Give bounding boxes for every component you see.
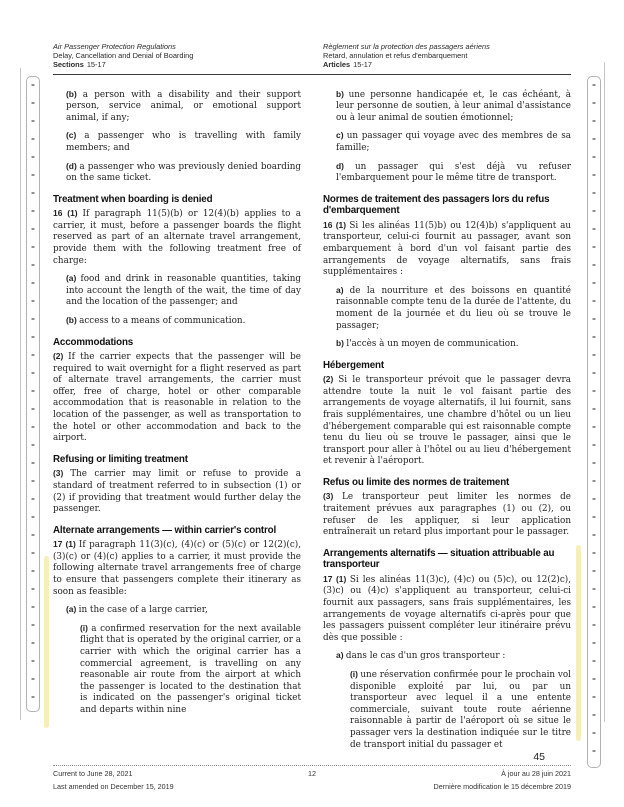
provision-label: (i) bbox=[80, 622, 92, 633]
regulation-subtitle-fr: Retard, annulation et refus d'embarquement bbox=[323, 51, 468, 61]
provision-paragraph: (b) access to a means of communication. bbox=[66, 315, 246, 327]
right-edge-line bbox=[604, 62, 605, 722]
provision-label: (b) bbox=[66, 315, 80, 326]
sections-range-fr: 15-17 bbox=[353, 60, 373, 70]
provision-label: 16 (1) bbox=[53, 208, 83, 219]
left-binding-ruler bbox=[26, 76, 40, 712]
regulation-title-en: Air Passenger Protection Regulations bbox=[53, 42, 176, 51]
provision-label: c) bbox=[336, 130, 347, 141]
regulation-title-fr: Règlement sur la protection des passagers aériens bbox=[323, 42, 490, 51]
sections-line-fr bbox=[323, 60, 571, 69]
last-amended-en: Last amended on December 15, 2019 bbox=[53, 782, 174, 791]
section-heading: Normes de traitement des passagers lors du refus d'embarquement bbox=[323, 193, 550, 217]
provision-label: (c) bbox=[66, 130, 85, 141]
section-heading: Treatment when boarding is denied bbox=[53, 193, 213, 205]
provision-label: b) bbox=[336, 338, 347, 349]
provision-label: (a) bbox=[66, 604, 79, 615]
sections-label-fr: Articles bbox=[323, 60, 351, 70]
running-header bbox=[53, 42, 571, 75]
sections-range-en: 15-17 bbox=[86, 60, 106, 70]
column-french bbox=[323, 89, 571, 758]
provision-label: (2) bbox=[323, 374, 339, 385]
regulation-subtitle-en: Delay, Cancellation and Denial of Boarding bbox=[53, 51, 194, 61]
sections-line-en bbox=[53, 60, 301, 69]
provision-paragraph: (i) une réservation confirmée pour le prochain vol disponible exploité par lui, ou par un transporteur avec lequel il a une entente commerciale, suivant toute route aérienne raisonnable à partir de l'aéroport où se situe le passager vers la destination indiquée sur le titre de transport initial du passager et bbox=[350, 668, 571, 750]
provision-label: 16 (1) bbox=[323, 219, 350, 230]
provision-label: d) bbox=[336, 160, 355, 171]
provision-paragraph: 17 (1) If paragraph 11(3)(c), (4)(c) or (5)(c) or 12(2)(c), (3)(c) or (4)(c) applies to a carrier, it must provide the following alternate travel arrangements free of charge to ensure that passengers complete their itinerary as soon as feasible: bbox=[53, 539, 301, 597]
current-to-en: Current to June 28, 2021 bbox=[53, 769, 133, 778]
provision-label: 17 (1) bbox=[53, 539, 79, 550]
provision-label: 17 (1) bbox=[323, 573, 350, 584]
provision-label: (3) bbox=[53, 468, 71, 479]
provision-paragraph: a) dans le cas d'un gros transporteur : bbox=[336, 650, 506, 662]
section-heading: Hébergement bbox=[323, 359, 384, 371]
section-heading: Accommodations bbox=[53, 336, 134, 348]
page-number-center: 12 bbox=[308, 769, 316, 778]
provision-label: b) bbox=[336, 88, 349, 99]
provision-paragraph: (d) a passenger who was previously denied boarding on the same ticket. bbox=[66, 160, 301, 184]
provision-paragraph: (2) If the carrier expects that the passenger will be required to wait overnight for a flight reserved as part of alternate travel arrangements, the carrier must offer, free of charge, hotel or other comparable accommodation that is reasonable in relation to the location of the passenger, as well as transportation to the hotel or other accommodation and back to the airport. bbox=[53, 351, 302, 444]
provision-paragraph: 17 (1) Si les alinéas 11(3)c), (4)c) ou (5)c), ou 12(2)c), (3)c) ou (4)c) s'appliquent au transporteur, celui-ci fournit aux passagers, sans frais supplémentaires, les arrangements de voyage alternatifs ci-après pour que les passagers puissent compléter leur itinéraire prévu dès que possible : bbox=[323, 573, 571, 643]
provision-label: a) bbox=[336, 284, 350, 295]
section-heading: Refus ou limite des normes de traitement bbox=[323, 476, 510, 488]
footer-rule bbox=[53, 765, 571, 766]
provision-paragraph: (b) a person with a disability and their support person, service animal, or emotional support animal, if any; bbox=[66, 88, 301, 123]
sections-label-en: Sections bbox=[53, 60, 84, 70]
provision-paragraph: b) l'accès à un moyen de communication. bbox=[336, 338, 519, 350]
provision-label: (b) bbox=[66, 88, 83, 99]
provision-paragraph: a) de la nourriture et des boissons en quantité raisonnable compte tenu de la durée de l'attente, du moment de la journée et du lieu où se trouve le passager; bbox=[336, 284, 571, 331]
provision-label: a) bbox=[336, 650, 346, 661]
provision-paragraph: 16 (1) If paragraph 11(5)(b) or 12(4)(b) applies to a carrier, it must, before a passenger boards the flight reserved as part of an alternate travel arrangement, provide them with the following treatment free of charge: bbox=[53, 208, 301, 266]
column-english bbox=[53, 89, 301, 758]
provision-paragraph: c) un passager qui voyage avec des membres de sa famille; bbox=[336, 130, 571, 153]
provision-paragraph: (a) food and drink in reasonable quantities, taking into account the length of the wait, the time of day and the location of the passenger; and bbox=[66, 273, 302, 308]
bilingual-columns bbox=[53, 89, 571, 758]
provision-label: (d) bbox=[66, 160, 80, 171]
page-number-right: 45 bbox=[533, 751, 545, 763]
amendment-highlight-left bbox=[44, 556, 49, 728]
provision-label: (a) bbox=[66, 273, 81, 284]
provision-paragraph: b) une personne handicapée et, le cas échéant, à leur personne de soutien, à leur animal d'assistance ou à leur animal de soutien émotionnel; bbox=[336, 88, 571, 123]
right-binding-ruler bbox=[587, 76, 601, 768]
running-header-en bbox=[53, 42, 301, 70]
provision-label: (3) bbox=[323, 491, 342, 502]
provision-paragraph: d) un passager qui s'est déjà vu refuser l'embarquement pour le même titre de transport. bbox=[336, 160, 571, 184]
provision-paragraph: 16 (1) Si les alinéas 11(5)b) ou 12(4)b) s'appliquent au transporteur, celui-ci fournit au passager, avant son embarquement à bord d'un vol faisant partie des arrangements de voyage alternatifs, sans frais supplémentaires : bbox=[323, 219, 571, 278]
page-footer bbox=[53, 751, 571, 791]
footer-row-1 bbox=[53, 769, 571, 778]
footer-row-2 bbox=[53, 782, 571, 791]
provision-paragraph: (3) The carrier may limit or refuse to provide a standard of treatment referred to in subsection (1) or (2) if providing that treatment would further delay the passenger. bbox=[53, 468, 302, 515]
provision-paragraph: (c) a passenger who is travelling with family members; and bbox=[66, 130, 301, 153]
page-content bbox=[53, 42, 571, 757]
running-header-fr bbox=[323, 42, 571, 70]
amendment-highlight-right bbox=[576, 545, 581, 741]
left-edge-line bbox=[20, 68, 21, 720]
provision-paragraph: (3) Le transporteur peut limiter les normes de traitement prévues aux paragraphes (1) ou (2), ou refuser de les appliquer, si leur application entraînerait un retard plus important pour le passager. bbox=[323, 491, 571, 538]
section-heading: Alternate arrangements — within carrier's control bbox=[53, 524, 277, 536]
provision-paragraph: (2) Si le transporteur prévoit que le passager devra attendre toute la nuit le vol faisant partie des arrangements de voyage alternatifs, il lui fournit, sans frais supplémentaires, une chambre d'hôtel ou un lieu d'hébergement comparable qui est raisonnable compte tenu du lieu où se trouve le passager, ainsi que le transport pour aller à l'hôtel ou au lieu d'hébergement et revenir à l'aéroport. bbox=[323, 374, 571, 467]
provision-paragraph: (i) a confirmed reservation for the next available flight that is operated by the original carrier, or a carrier with which the original carrier has a commercial agreement, is travelling on any reasonable air route from the airport at which the passenger is located to the destination that is indicated on the passenger's original ticket and departs within nine bbox=[80, 622, 301, 715]
section-heading: Arrangements alternatifs — situation attribuable au transporteur bbox=[323, 547, 555, 571]
provision-label: (2) bbox=[53, 351, 69, 362]
provision-label: (i) bbox=[350, 668, 361, 679]
current-to-fr: À jour au 28 juin 2021 bbox=[501, 769, 572, 778]
provision-paragraph: (a) in the case of a large carrier, bbox=[66, 604, 208, 616]
last-amended-fr: Dernière modification le 15 décembre 2019 bbox=[433, 782, 571, 791]
section-heading: Refusing or limiting treatment bbox=[53, 453, 188, 465]
